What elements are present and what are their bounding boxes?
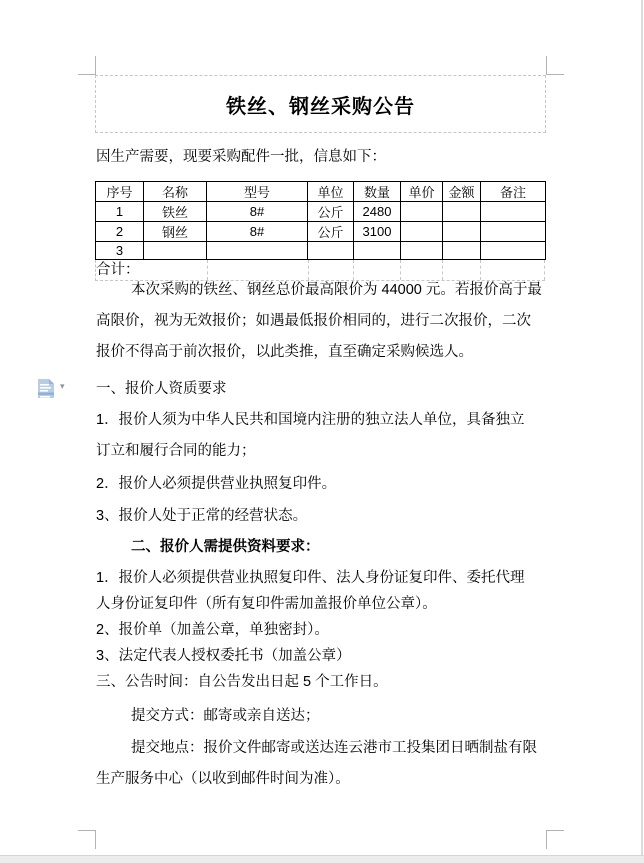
col-header: 数量 xyxy=(354,182,401,202)
table-total-row xyxy=(95,260,545,281)
table-cell xyxy=(144,242,207,260)
submit-location-line: 生产服务中心（以收到邮件时间为准）。 xyxy=(96,771,350,787)
table-cell: 钢丝 xyxy=(144,222,207,242)
title-frame xyxy=(95,75,546,133)
page-bottom-band xyxy=(0,855,644,863)
col-header: 型号 xyxy=(207,182,308,202)
table-cell xyxy=(443,242,481,260)
table-cell: 3 xyxy=(96,242,144,260)
page-title: 铁丝、钢丝采购公告 xyxy=(226,95,415,118)
paste-options-button[interactable] xyxy=(34,376,74,404)
table-row xyxy=(96,242,546,260)
crop-mark-top-left xyxy=(78,56,96,75)
table-cell: 铁丝 xyxy=(144,202,207,222)
total-cell xyxy=(309,260,355,280)
col-header: 备注 xyxy=(481,182,546,202)
total-cell xyxy=(354,260,401,280)
table-cell xyxy=(207,242,308,260)
table-cell xyxy=(443,202,481,222)
section2-heading: 二、报价人需提供资料要求： xyxy=(131,539,320,555)
table-cell: 3100 xyxy=(354,222,401,242)
intro-line: 因生产需要，现要采购配件一批，信息如下： xyxy=(96,149,386,165)
total-cell xyxy=(443,260,481,280)
total-cell xyxy=(481,260,545,280)
table-cell xyxy=(401,222,443,242)
section1-item: 订立和履行合同的能力； xyxy=(96,443,256,459)
submit-location-line: 提交地点：报价文件邮寄或送达连云港市工投集团日晒制盐有限 xyxy=(131,740,537,756)
table-cell xyxy=(481,222,546,242)
col-header: 单位 xyxy=(308,182,354,202)
section1-item: 2．报价人必须提供营业执照复印件。 xyxy=(96,476,337,492)
col-header: 序号 xyxy=(96,182,144,202)
table-cell: 公斤 xyxy=(308,222,354,242)
price-paragraph-line: 高限价，视为无效报价；如遇最低报价相同的，进行二次报价，二次 xyxy=(96,313,531,329)
table-cell xyxy=(308,242,354,260)
section1-item: 1．报价人须为中华人民共和国境内注册的独立法人单位，具备独立 xyxy=(96,412,525,428)
section1-heading: 一、报价人资质要求 xyxy=(96,381,227,397)
table-header-row xyxy=(96,182,546,202)
price-paragraph-line: 报价不得高于前次报价，以此类推，直至确定采购候选人。 xyxy=(96,344,473,360)
section1-item: 3、报价人处于正常的经营状态。 xyxy=(96,508,308,524)
table-cell xyxy=(401,242,443,260)
table-row xyxy=(96,202,546,222)
chevron-down-icon[interactable]: ▾ xyxy=(60,381,65,391)
page-right-edge xyxy=(641,0,643,863)
paste-options-icon xyxy=(36,378,56,400)
table-row xyxy=(96,222,546,242)
section2-item: 2、报价单（加盖公章，单独密封）。 xyxy=(96,622,329,638)
table-cell: 公斤 xyxy=(308,202,354,222)
items-table-wrap xyxy=(95,181,546,281)
table-cell: 8# xyxy=(207,202,308,222)
crop-mark-bottom-left xyxy=(78,830,96,849)
col-header: 单价 xyxy=(401,182,443,202)
col-header: 金额 xyxy=(443,182,481,202)
total-cell xyxy=(401,260,443,280)
table-cell: 2480 xyxy=(354,202,401,222)
table-cell xyxy=(481,242,546,260)
items-table xyxy=(95,181,546,260)
section3-line: 三、公告时间：自公告发出日起 5 个工作日。 xyxy=(96,674,388,690)
table-cell: 2 xyxy=(96,222,144,242)
section2-item: 人身份证复印件（所有复印件需加盖报价单位公章）。 xyxy=(96,596,437,612)
table-cell xyxy=(401,202,443,222)
total-cell xyxy=(208,260,309,280)
col-header: 名称 xyxy=(144,182,207,202)
table-cell xyxy=(443,222,481,242)
crop-mark-top-right xyxy=(546,56,564,75)
table-cell xyxy=(354,242,401,260)
crop-mark-bottom-right xyxy=(546,830,564,849)
table-cell: 1 xyxy=(96,202,144,222)
section2-item: 3、法定代表人授权委托书（加盖公章） xyxy=(96,648,351,664)
price-paragraph-line: 本次采购的铁丝、钢丝总价最高限价为 44000 元。若报价高于最 xyxy=(131,282,542,298)
section2-item: 1．报价人必须提供营业执照复印件、法人身份证复印件、委托代理 xyxy=(96,570,525,586)
table-cell: 8# xyxy=(207,222,308,242)
total-label: 合计： xyxy=(96,260,208,280)
table-cell xyxy=(481,202,546,222)
submit-method-line: 提交方式：邮寄或亲自送达； xyxy=(131,708,320,724)
